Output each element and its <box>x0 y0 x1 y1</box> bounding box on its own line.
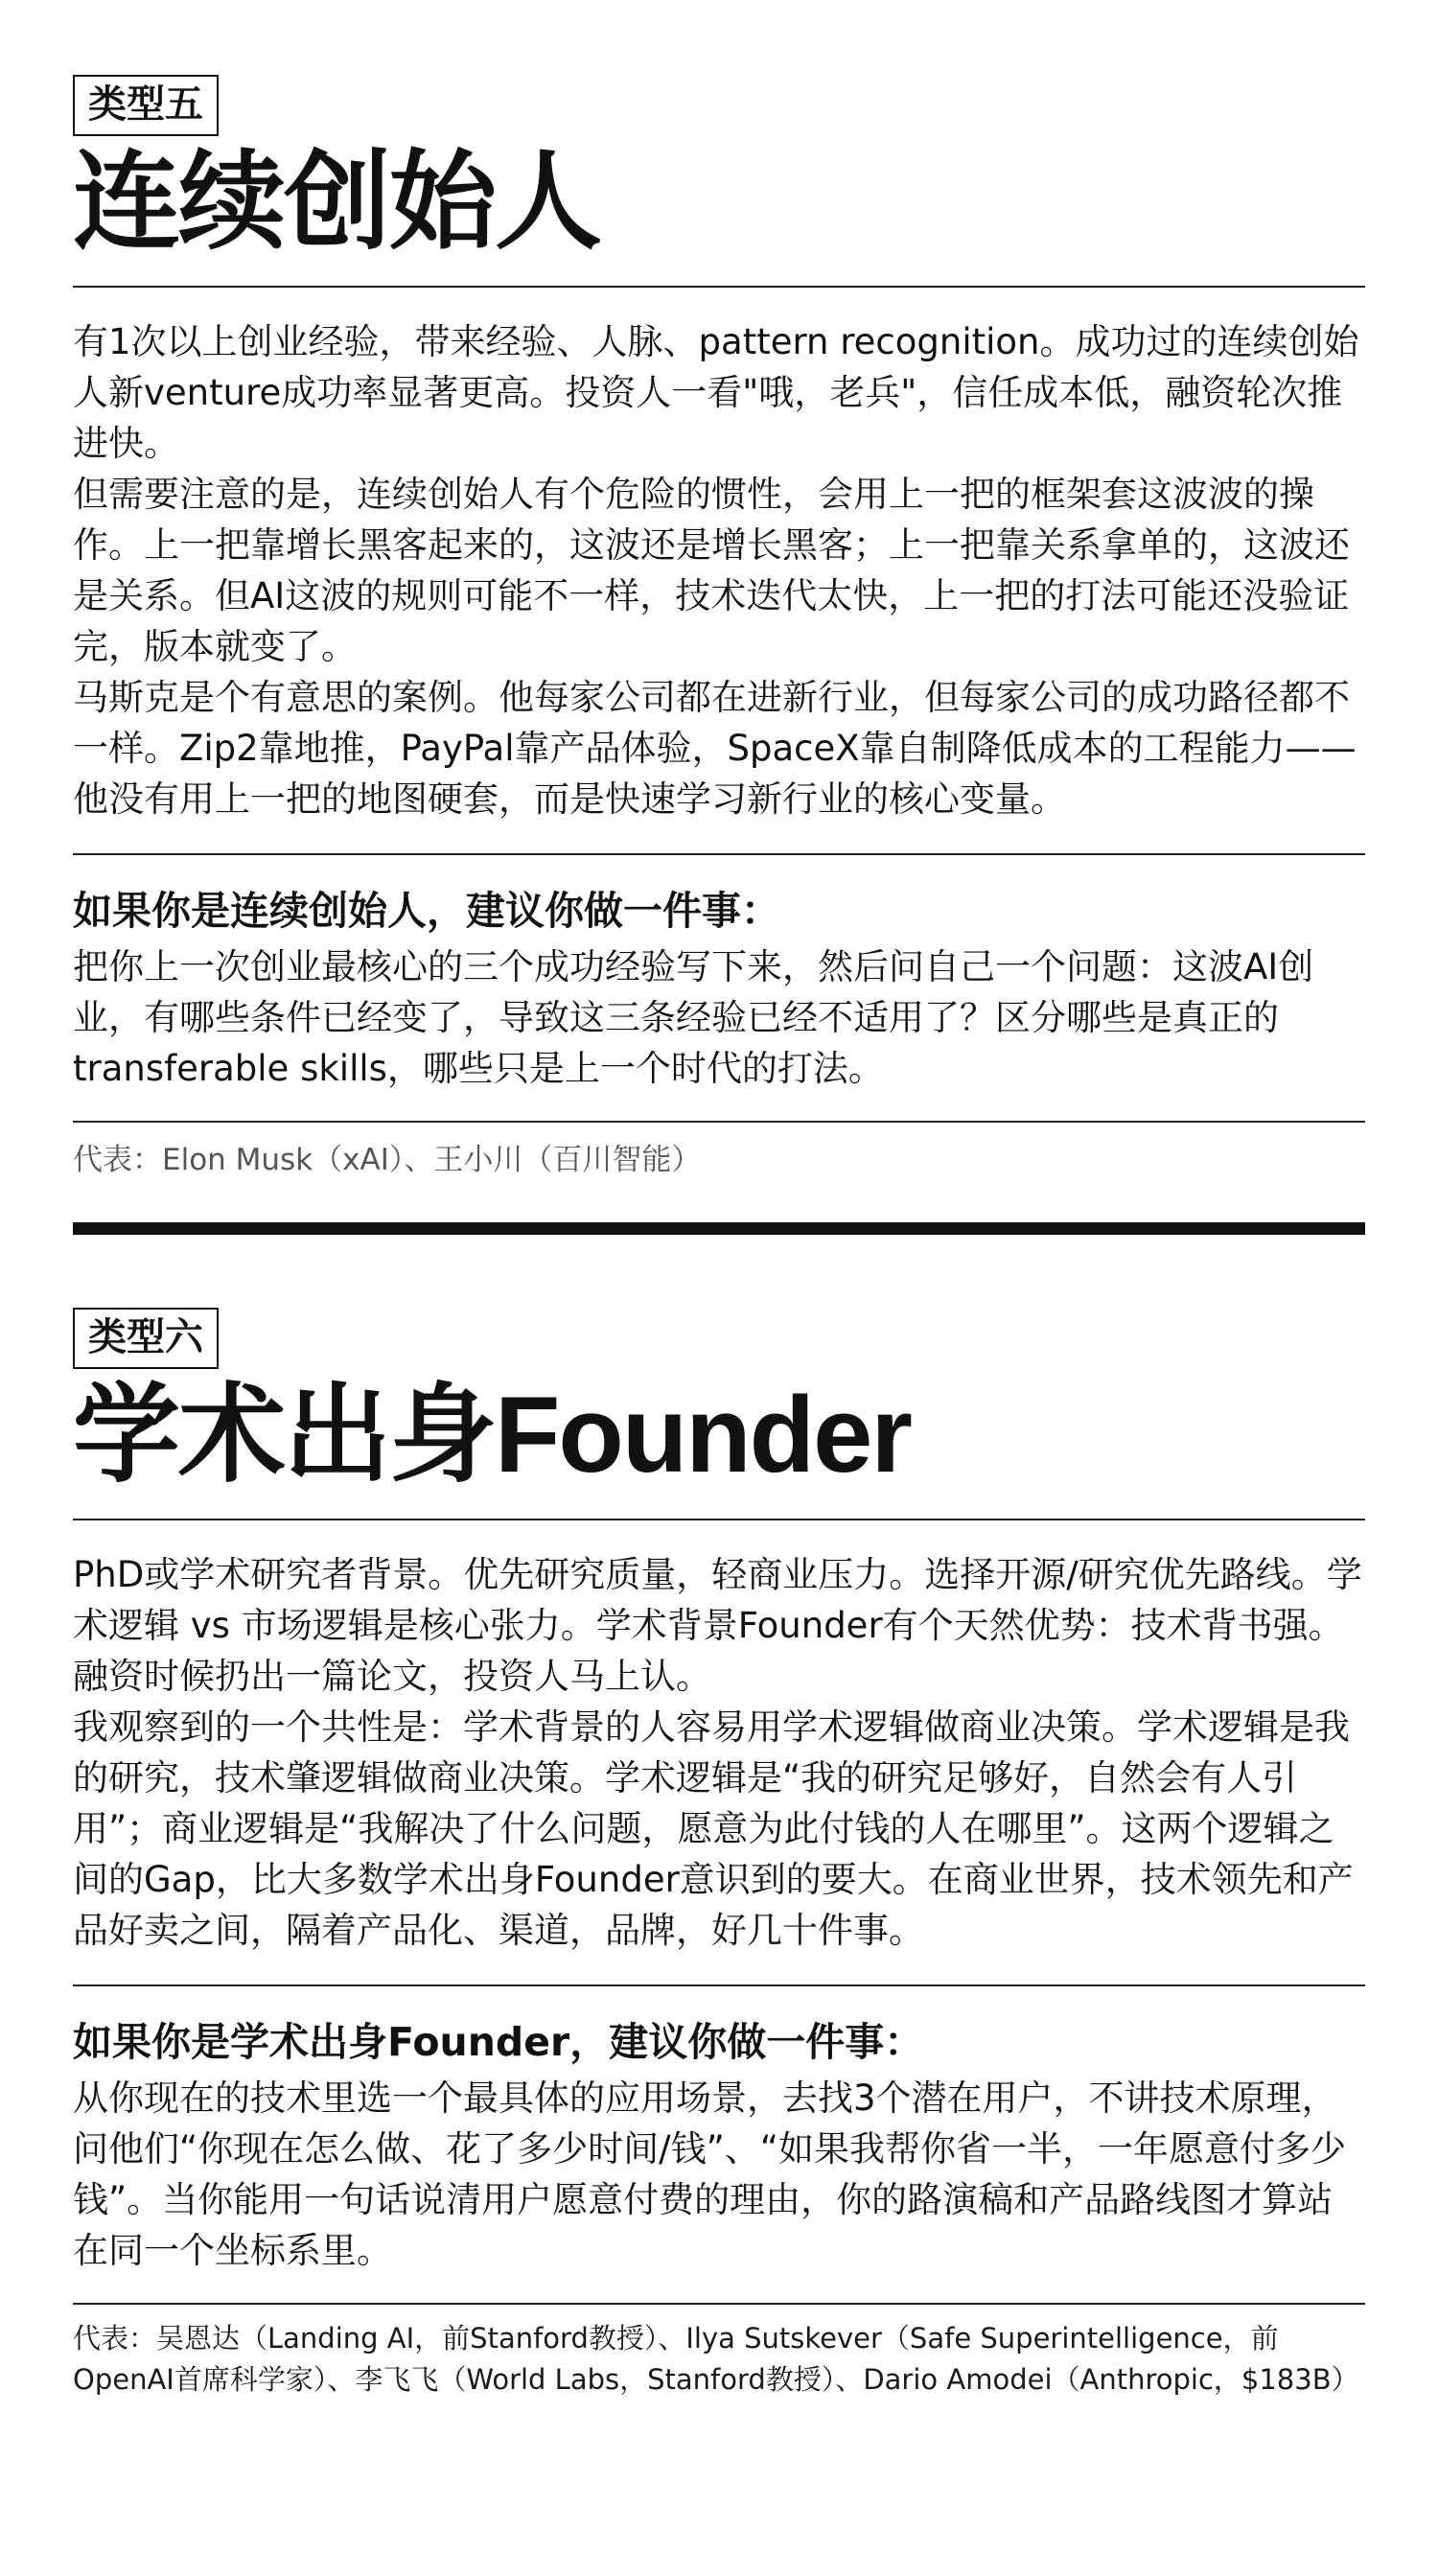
paragraph: 马斯克是个有意思的案例。他每家公司都在进新行业，但每家公司的成功路径都不一样。Zip2靠地推，PayPal靠产品体验，SpaceX靠自制降低成本的工程能力——他没有用上一把的地图硬套，而是快速学习新行业的核心变量。 <box>73 677 1357 820</box>
paragraph: 有1次以上创业经验，带来经验、人脉、pattern recognition。成功过的连续创始人新venture成功率显著更高。投资人一看"哦，老兵"，信任成本低，融资轮次推进快。 <box>73 321 1359 464</box>
section-serial-founder <box>73 75 1365 1182</box>
divider <box>73 2303 1365 2305</box>
divider <box>73 1121 1365 1123</box>
advice-text: 把你上一次创业最核心的三个成功经验写下来，然后问自己一个问题：这波AI创业，有哪些条件已经变了，导致这三条经验已经不适用了？区分哪些是真正的transferable skills，哪些只是上一个时代的打法。 <box>73 946 1314 1089</box>
paragraph: PhD或学术研究者背景。优先研究质量，轻商业压力。选择开源/研究优先路线。学术逻辑 vs 市场逻辑是核心张力。学术背景Founder有个天然优势：技术背书强。融资时候扔出一篇论文，投资人马上认。 <box>73 1554 1362 1697</box>
paragraph: 我观察到的一个共性是：学术背景的人容易用学术逻辑做商业决策。学术逻辑是我的研究，技术肇逻辑做商业决策。学术逻辑是“我的研究足够好，自然会有人引用”；商业逻辑是“我解决了什么问题，愿意为此付钱的人在哪里”。这两个逻辑之间的Gap，比大多数学术出身Founder意识到的要大。在商业世界，技术领先和产品好卖之间，隔着产品化、渠道，品牌，好几十件事。 <box>73 1706 1354 1951</box>
paragraph: 但需要注意的是，连续创始人有个危险的惯性，会用上一把的框架套这波波的操作。上一把靠增长黑客起来的，这波还是增长黑客；上一把靠关系拿单的，这波还是关系。但AI这波的规则可能不一样，技术迭代太快，上一把的打法可能还没验证完，版本就变了。 <box>73 474 1350 667</box>
representatives: 代表：吴恩达（Landing AI，前Stanford教授）、Ilya Sutskever（Safe Superintelligence，前OpenAI首席科学家）、李飞飞（World Labs，Stanford教授）、Dario Amodei（Anthropic，$183B） <box>73 2322 1359 2396</box>
advice-heading: 如果你是学术出身Founder，建议你做一件事： <box>73 2019 924 2065</box>
type-tag: 类型六 <box>73 1308 219 1369</box>
section-title: 学术出身Founder <box>73 1375 911 1495</box>
section-academic-founder <box>73 1308 1365 2401</box>
representatives: 代表：Elon Musk（xAI）、王小川（百川智能） <box>73 1143 702 1177</box>
advice-heading: 如果你是连续创始人，建议你做一件事： <box>73 888 780 934</box>
section-title: 连续创始人 <box>73 142 600 262</box>
advice-text: 从你现在的技术里选一个最具体的应用场景，去找3个潜在用户，不讲技术原理，问他们“你现在怎么做、花了多少时间/钱”、“如果我帮你省一半，一年愿意付多少钱”。当你能用一句话说清用户愿意付费的理由，你的路演稿和产品路线图才算站在同一个坐标系里。 <box>73 2077 1346 2271</box>
type-tag: 类型五 <box>73 75 219 136</box>
article <box>73 75 1365 2401</box>
section-separator <box>73 1222 1365 1235</box>
